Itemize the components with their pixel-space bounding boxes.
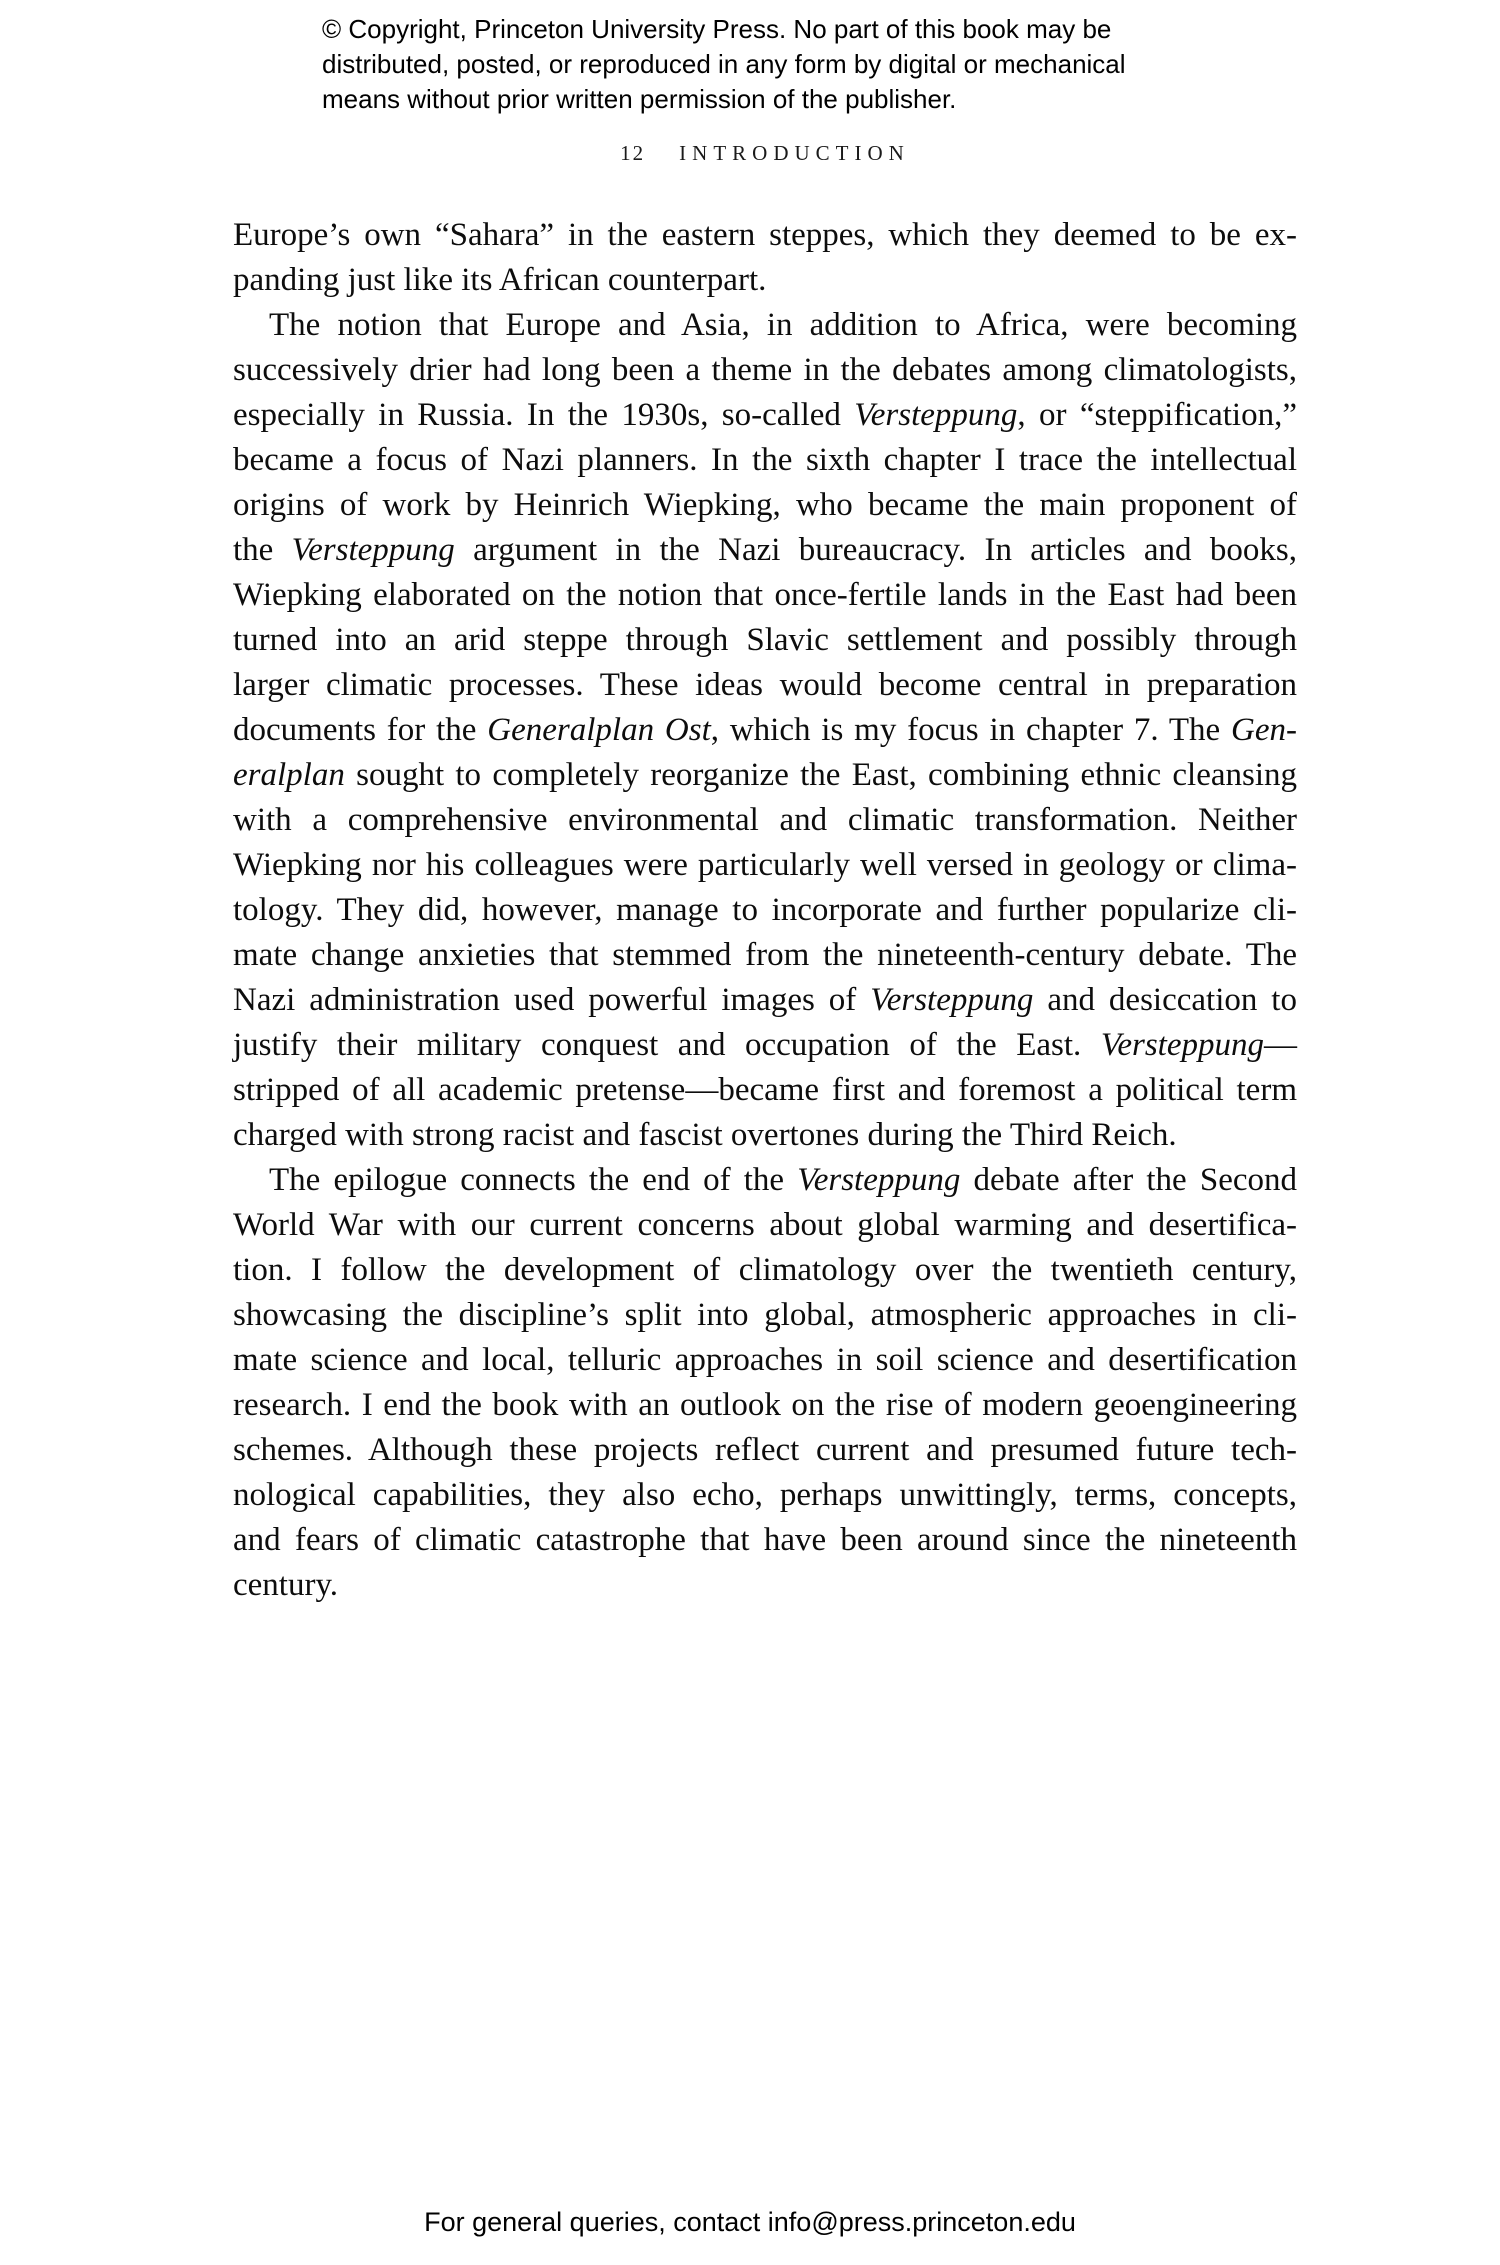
text-segment: tology. They did, however, manage to incorporate and further popularize cli- (233, 892, 1297, 928)
text-line (233, 258, 1297, 303)
text-line (233, 888, 1297, 933)
text-segment: Versteppung (797, 1162, 961, 1198)
text-line (233, 1518, 1297, 1563)
text-segment: justify their military conquest and occupation of the East. (233, 1027, 1101, 1063)
text-segment: the (233, 532, 292, 568)
text-line (233, 663, 1297, 708)
text-line (233, 1473, 1297, 1518)
text-segment: mate science and local, telluric approaches in soil science and desertification (233, 1342, 1297, 1378)
running-head (233, 141, 1297, 166)
text-segment: debate after the Second (960, 1162, 1297, 1198)
text-segment: showcasing the discipline’s split into global, atmospheric approaches in cli- (233, 1297, 1297, 1333)
text-segment: sought to completely reorganize the East, combining ethnic cleansing (344, 757, 1297, 793)
text-segment: larger climatic processes. These ideas would become central in preparation (233, 667, 1297, 703)
text-segment: — (1264, 1027, 1297, 1063)
text-segment: Versteppung (854, 397, 1018, 433)
text-line (233, 753, 1297, 798)
text-segment: century. (233, 1567, 339, 1603)
text-line (233, 1428, 1297, 1473)
text-segment: charged with strong racist and fascist overtones during the Third Reich. (233, 1117, 1177, 1153)
text-segment: mate change anxieties that stemmed from the nineteenth-century debate. The (233, 937, 1297, 973)
text-line (233, 303, 1297, 348)
text-segment: argument in the Nazi bureaucracy. In articles and books, (454, 532, 1297, 568)
text-line (233, 1338, 1297, 1383)
text-segment: with a comprehensive environmental and climatic transformation. Neither (233, 802, 1297, 838)
running-head-title: INTRODUCTION (679, 141, 910, 165)
text-segment: World War with our current concerns about global warming and desertifica- (233, 1207, 1297, 1243)
text-segment: The notion that Europe and Asia, in addition to Africa, were becoming (269, 307, 1297, 343)
text-line (233, 213, 1297, 258)
text-segment: and desiccation to (1033, 982, 1297, 1018)
text-segment: Versteppung (870, 982, 1034, 1018)
text-line (233, 1068, 1297, 1113)
text-line (233, 708, 1297, 753)
text-segment: successively drier had long been a theme in the debates among climatologists, (233, 352, 1297, 388)
text-segment: origins of work by Heinrich Wiepking, who became the main proponent of (233, 487, 1297, 523)
text-segment: Generalplan Ost (487, 712, 711, 748)
text-line (233, 1563, 1297, 1608)
text-segment: documents for the (233, 712, 488, 748)
footer-contact: For general queries, contact info@press.princeton.edu (424, 2207, 1076, 2237)
text-segment: Versteppung (1100, 1027, 1264, 1063)
text-line (233, 1248, 1297, 1293)
text-line (233, 978, 1297, 1023)
paragraph (233, 1158, 1297, 1608)
text-line (233, 573, 1297, 618)
text-segment: Europe’s own “Sahara” in the eastern steppes, which they deemed to be ex- (233, 217, 1297, 253)
text-segment: panding just like its African counterpart. (233, 262, 767, 298)
body-text (233, 213, 1297, 1608)
text-line (233, 393, 1297, 438)
copyright-line: © Copyright, Princeton University Press. No part of this book may be (322, 14, 1112, 44)
copyright-line: means without prior written permission of the publisher. (322, 84, 957, 114)
text-segment: Nazi administration used powerful images of (233, 982, 871, 1018)
text-segment: schemes. Although these projects reflect current and presumed future tech- (233, 1432, 1297, 1468)
text-segment: research. I end the book with an outlook on the rise of modern geoengineering (233, 1387, 1297, 1423)
text-line (233, 1203, 1297, 1248)
text-segment: , or “steppification,” (1017, 397, 1298, 433)
paragraph (233, 213, 1297, 303)
text-segment: turned into an arid steppe through Slavic settlement and possibly through (233, 622, 1297, 658)
text-line (233, 438, 1297, 483)
text-line (233, 1113, 1297, 1158)
text-line (233, 348, 1297, 393)
copyright-notice (322, 12, 1222, 117)
text-segment: became a focus of Nazi planners. In the sixth chapter I trace the intellectual (233, 442, 1297, 478)
paragraph (233, 303, 1297, 1158)
text-line (233, 798, 1297, 843)
text-line (233, 1293, 1297, 1338)
text-segment: Versteppung (291, 532, 455, 568)
text-segment: and fears of climatic catastrophe that have been around since the nineteenth (233, 1522, 1297, 1558)
text-line (233, 528, 1297, 573)
text-line (233, 1383, 1297, 1428)
text-segment: Gen- (1231, 712, 1297, 748)
text-segment: The epilogue connects the end of the (269, 1162, 798, 1198)
text-segment: nological capabilities, they also echo, perhaps unwittingly, terms, concepts, (233, 1477, 1297, 1513)
page-number: 12 (620, 141, 646, 165)
text-segment: tion. I follow the development of climatology over the twentieth century, (233, 1252, 1297, 1288)
text-line (233, 1023, 1297, 1068)
text-line (233, 1158, 1297, 1203)
copyright-line: distributed, posted, or reproduced in any form by digital or mechanical (322, 49, 1126, 79)
text-line (233, 843, 1297, 888)
text-segment: Wiepking elaborated on the notion that once-fertile lands in the East had been (233, 577, 1297, 613)
text-segment: eralplan (233, 757, 345, 793)
text-line (233, 618, 1297, 663)
text-line (233, 483, 1297, 528)
text-segment: , which is my focus in chapter 7. The (710, 712, 1232, 748)
text-segment: especially in Russia. In the 1930s, so-called (233, 397, 855, 433)
text-line (233, 933, 1297, 978)
text-segment: Wiepking nor his colleagues were particularly well versed in geology or clima- (233, 847, 1297, 883)
text-segment: stripped of all academic pretense—became first and foremost a political term (233, 1072, 1297, 1108)
